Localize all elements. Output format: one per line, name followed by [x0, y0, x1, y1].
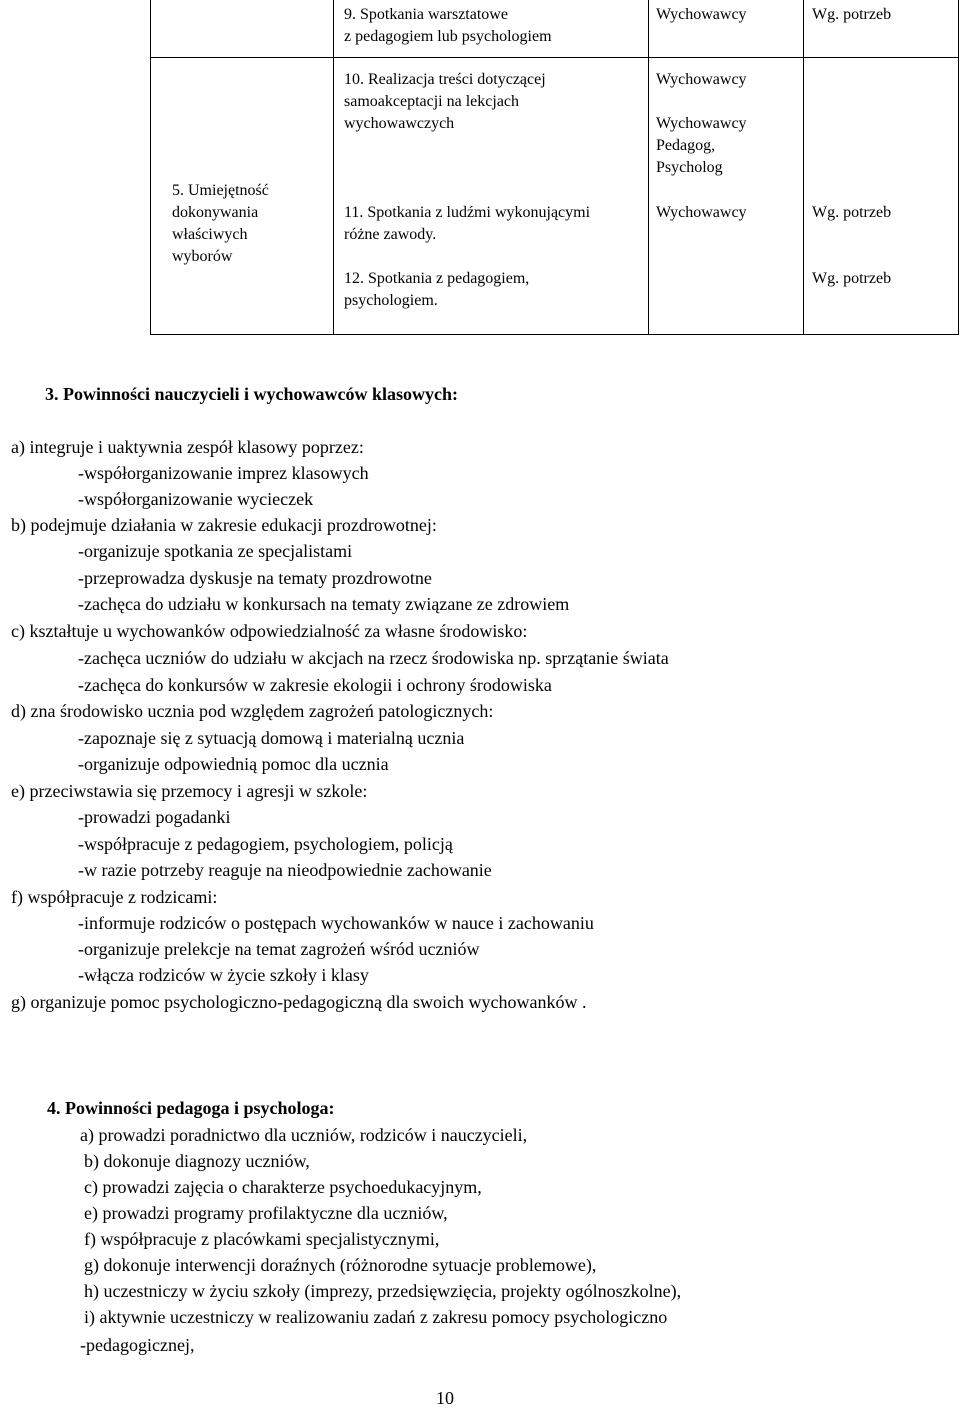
section-3-subitem: -zachęca do konkursów w zakresie ekologii i ochrony środowiska [78, 675, 552, 695]
table-cell-area-5b: dokonywania [172, 204, 259, 221]
table-cell-responsible-11: Wychowawcy [656, 204, 747, 221]
section-3-item-b: b) podejmuje działania w zakresie edukacji prozdrowotnej: [11, 515, 437, 535]
section-3-subitem: -współorganizowanie wycieczek [78, 489, 314, 509]
table-border-col4 [803, 0, 804, 335]
section-3-subitem: -prowadzi pogadanki [78, 807, 231, 827]
section-3-heading: 3. Powinności nauczycieli i wychowawców klasowych: [45, 384, 458, 404]
section-4-item-g: g) dokonuje interwencji doraźnych (różnorodne sytuacje problemowe), [84, 1255, 597, 1275]
section-3-subitem: -zachęca do udziału w konkursach na tematy związane ze zdrowiem [78, 594, 570, 614]
section-3-subitem: -współorganizowanie imprez klasowych [78, 463, 369, 483]
section-4-item-i: i) aktywnie uczestniczy w realizowaniu zadań z zakresu pomocy psychologiczno [84, 1307, 668, 1327]
section-4-item-b: b) dokonuje diagnozy uczniów, [84, 1151, 310, 1171]
section-4-item-f: f) współpracuje z placówkami specjalistycznymi, [84, 1229, 440, 1249]
section-3-item-f: f) współpracuje z rodzicami: [11, 887, 218, 907]
section-3-subitem: -w razie potrzeby reaguje na nieodpowiednie zachowanie [78, 860, 492, 880]
table-border-right [958, 0, 959, 335]
section-4-item-h: h) uczestniczy w życiu szkoły (imprezy, przedsięwzięcia, projekty ogólnoszkolne), [84, 1281, 682, 1301]
table-cell-activity-9a: 9. Spotkania warsztatowe [344, 6, 508, 23]
section-3-subitem: -współpracuje z pedagogiem, psychologiem, policją [78, 834, 453, 854]
table-cell-area-5a: 5. Umiejętność [172, 182, 269, 199]
page-number: 10 [436, 1388, 454, 1408]
table-cell-activity-9b: z pedagogiem lub psychologiem [344, 28, 552, 45]
section-3-subitem: -zapoznaje się z sytuacją domową i materialną ucznia [78, 728, 465, 748]
table-border-left [150, 0, 151, 335]
section-3-item-c: c) kształtuje u wychowanków odpowiedzialność za własne środowisko: [11, 621, 528, 641]
table-cell-area-5c: właściwych [172, 226, 248, 243]
section-3-subitem: -włącza rodziców w życie szkoły i klasy [78, 965, 369, 985]
section-3-item-a: a) integruje i uaktywnia zespół klasowy poprzez: [11, 437, 364, 457]
table-cell-activity-11b: różne zawody. [344, 226, 437, 243]
table-border-col2 [333, 0, 334, 335]
section-3-subitem: -organizuje prelekcje na temat zagrożeń wśród uczniów [78, 939, 480, 959]
section-3-subitem: -organizuje spotkania ze specjalistami [78, 541, 353, 561]
section-4-item-a: a) prowadzi poradnictwo dla uczniów, rodziców i nauczycieli, [80, 1125, 528, 1145]
table-row-divider [150, 57, 959, 58]
section-3-subitem: -informuje rodziców o postępach wychowanków w nauce i zachowaniu [78, 913, 594, 933]
table-cell-responsible-group-a: Wychowawcy [656, 115, 747, 132]
table-cell-responsible-9: Wychowawcy [656, 6, 747, 23]
table-cell-responsible-group-c: Psycholog [656, 159, 723, 176]
table-cell-activity-10b: samoakceptacji na lekcjach [344, 93, 520, 110]
section-3-item-d: d) zna środowisko ucznia pod względem zagrożeń patologicznych: [11, 701, 494, 721]
table-cell-activity-12a: 12. Spotkania z pedagogiem, [344, 270, 530, 287]
table-cell-term-11: Wg. potrzeb [812, 204, 892, 221]
section-3-subitem: -organizuje odpowiednią pomoc dla ucznia [78, 754, 389, 774]
section-3-subitem: -zachęca uczniów do udziału w akcjach na rzecz środowiska np. sprzątanie świata [78, 648, 669, 668]
section-4-item-i-cont: -pedagogicznej, [80, 1335, 195, 1355]
table-cell-responsible-10: Wychowawcy [656, 71, 747, 88]
table-cell-area-5d: wyborów [172, 248, 233, 265]
table-cell-activity-11a: 11. Spotkania z ludźmi wykonującymi [344, 204, 591, 221]
section-4-item-c: c) prowadzi zajęcia o charakterze psychoedukacyjnym, [84, 1177, 482, 1197]
table-border-bottom [150, 334, 959, 335]
table-cell-responsible-group-b: Pedagog, [656, 137, 716, 154]
table-cell-activity-10c: wychowawczych [344, 115, 455, 132]
table-cell-activity-12b: psychologiem. [344, 292, 438, 309]
table-cell-term-12: Wg. potrzeb [812, 270, 892, 287]
section-3-subitem: -przeprowadza dyskusje na tematy prozdrowotne [78, 568, 432, 588]
table-cell-activity-10a: 10. Realizacja treści dotyczącej [344, 71, 546, 88]
section-3-item-e: e) przeciwstawia się przemocy i agresji w szkole: [11, 781, 368, 801]
section-4-heading: 4. Powinności pedagoga i psychologa: [47, 1098, 335, 1118]
section-4-item-e: e) prowadzi programy profilaktyczne dla uczniów, [84, 1203, 448, 1223]
section-3-item-g: g) organizuje pomoc psychologiczno-pedagogiczną dla swoich wychowanków . [11, 992, 587, 1012]
table-border-col3 [648, 0, 649, 335]
table-cell-term-9: Wg. potrzeb [812, 6, 892, 23]
